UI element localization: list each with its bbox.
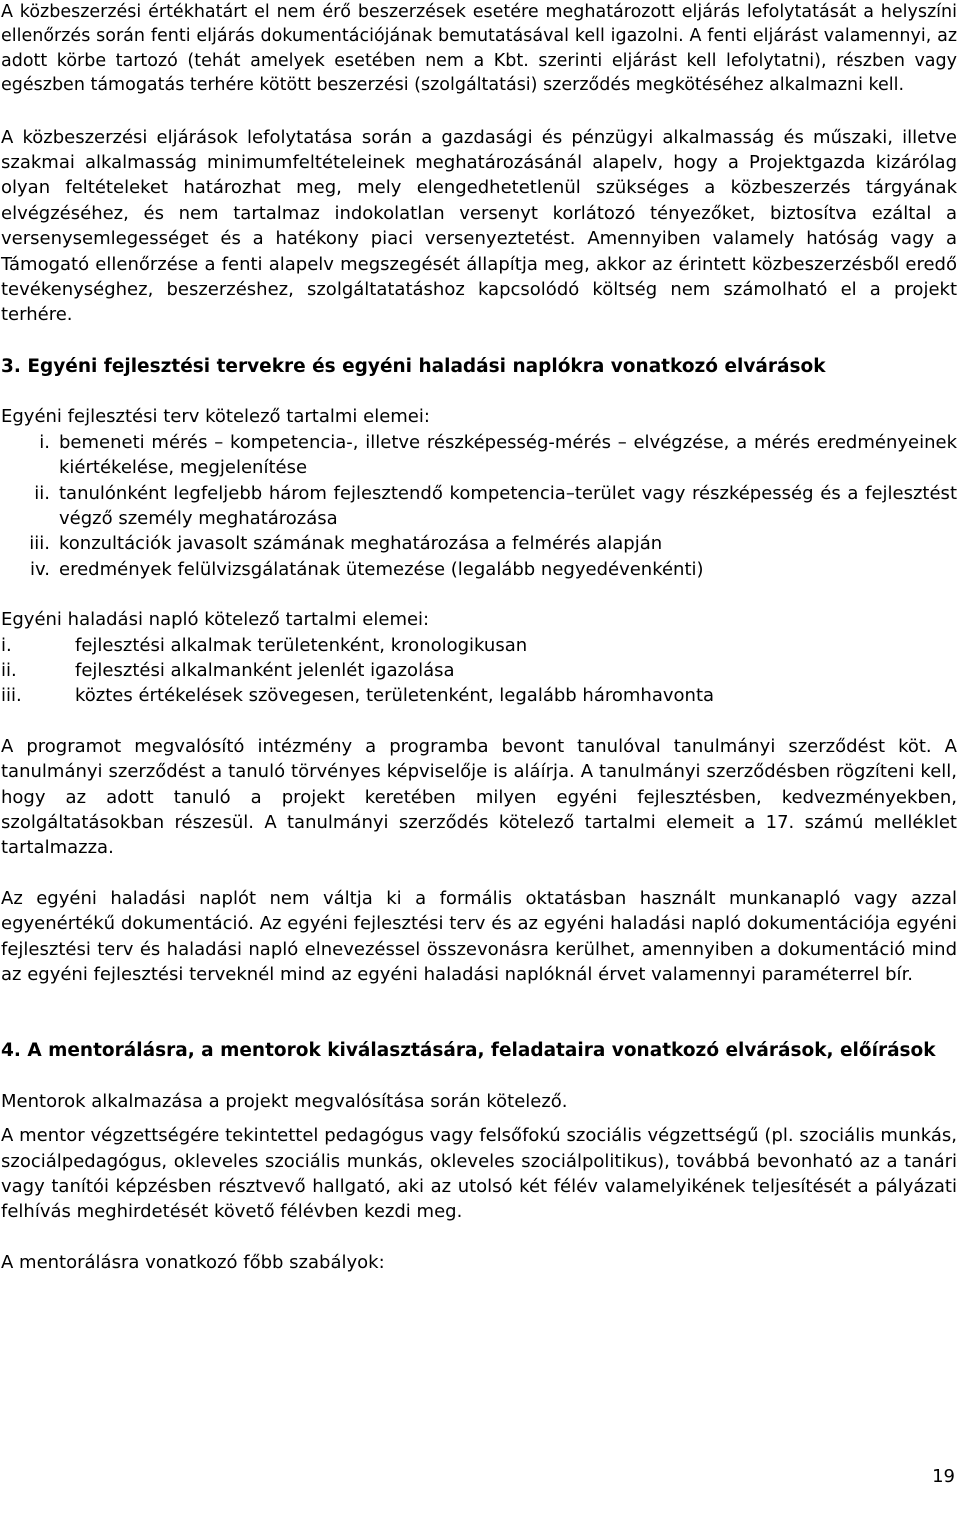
list-item-text: fejlesztési alkalmak területenként, kronologikusan — [75, 634, 528, 656]
list-item-number: i. — [1, 634, 12, 656]
paragraph-procurement-threshold: A közbeszerzési értékhatárt el nem érő beszerzések esetére meghatározott eljárás lefolytatását a helyszíni ellenőrzés során fenti eljárás dokumentációjának bemutatásával kell igazolni. A fenti eljárást valamennyi, az adott körbe tartozó (tehát amelyek esetében nem a Kbt. szerinti eljárást kell lefolytatni), részben vagy egészben támogatás terhére kötött beszerzési (szolgáltatási) szerződés megkötéséhez alkalmazni kell. — [1, 2, 957, 96]
list-item-text: konzultációk javasolt számának meghatározása a felmérés alapján — [59, 533, 663, 555]
paragraph-progress-diary: Az egyéni haladási naplót nem váltja ki a formális oktatásban használt munkanapló vagy azzal egyenértékű dokumentáció. Az egyéni fejlesztési terv és az egyéni haladási napló dokumentációja egyéni fejlesztési terv és haladási napló elnevezéssel összevonásra kerülhet, amennyiben a dokumentáció mind az egyéni fejlesztési terveknél mind az egyéni haladási naplóknál érvet valamennyi paraméterrel bír. — [1, 887, 957, 985]
page-number: 19 — [932, 1466, 955, 1487]
list-item — [1, 430, 957, 481]
paragraph-study-contract: A programot megvalósító intézmény a programba bevont tanulóval tanulmányi szerződést köt. A tanulmányi szerződést a tanuló törvényes képviselője is aláírja. A tanulmányi szerződésben rögzíteni kell, hogy az adott tanuló a projekt keretében milyen egyéni fejlesztésben, kedvezményekben, szolgáltatásokban részesül. A tanulmányi szerződés kötelező tartalmi elemeit a 17. számú melléklet tartalmazza. — [1, 735, 957, 859]
list-item-text: köztes értékelések szövegesen, területenként, legalább háromhavonta — [75, 685, 715, 707]
list-item-text: eredmények felülvizsgálatának ütemezése (legalább negyedévenkénti) — [59, 558, 704, 580]
development-plan-intro: Egyéni fejlesztési terv kötelező tartalmi elemei: — [1, 406, 430, 428]
section-heading-4: 4. A mentorálásra, a mentorok kiválasztására, feladataira vonatkozó elvárások, előírások — [1, 1040, 936, 1062]
list-item-text: tanulónként legfeljebb három fejlesztendő kompetencia–terület vagy részképesség és a fejlesztést végző személy meghatározása — [59, 482, 957, 529]
list-item-number: iv. — [30, 558, 50, 580]
list-item-text: bemeneti mérés – kompetencia-, illetve részképesség-mérés – elvégzése, a mérés eredményeinek kiértékelése, megjelenítése — [59, 431, 957, 479]
list-item — [1, 658, 957, 683]
development-plan-list — [1, 430, 957, 582]
progress-diary-intro: Egyéni haladási napló kötelező tartalmi elemei: — [1, 609, 430, 631]
list-item-number: iii. — [1, 685, 22, 707]
paragraph-procurement-principles: A közbeszerzési eljárások lefolytatása során a gazdasági és pénzügyi alkalmasság és műszaki, illetve szakmai alkalmasság minimumfeltételeinek meghatározásánál alapelv, hogy a Projektgazda kizárólag olyan feltételeket határozhat meg, mely elengedhetetlenül szükséges a közbeszerzés tárgyának elvégzéséhez, és nem tartalmaz indokolatlan versenyt korlátozó tényezőket, biztosítva ezáltal a versenysemlegességet és a hatékony piaci versenyeztetést. Amennyiben valamely hatóság vagy a Támogató ellenőrzése a fenti alapelv megszegését állapítja meg, akkor az érintett közbeszerzésből eredő tevékenységhez, beszerzéshez, szolgáltatatáshoz kapcsolódó költség nem számolható el a projekt terhére. — [1, 126, 957, 326]
list-item-number: iii. — [29, 533, 50, 555]
document-body — [1, 0, 957, 1275]
list-item — [1, 633, 957, 658]
paragraph-mentor-rules: A mentorálásra vonatkozó főbb szabályok: — [1, 1251, 385, 1273]
paragraph-mentor-required: Mentorok alkalmazása a projekt megvalósítása során kötelező. — [1, 1090, 568, 1112]
list-item — [1, 683, 957, 708]
list-item — [1, 557, 957, 582]
list-item-text: fejlesztési alkalmanként jelenlét igazolása — [75, 659, 455, 681]
list-item-number: ii. — [34, 482, 50, 504]
list-item — [1, 481, 957, 532]
list-item — [1, 531, 957, 556]
list-item-number: ii. — [1, 659, 17, 681]
list-item-number: i. — [39, 431, 50, 453]
paragraph-mentor-qualification: A mentor végzettségére tekintettel pedagógus vagy felsőfokú szociális végzettségű (pl. szociális munkás, szociálpedagógus, okleveles szociális munkás, okleveles szociálpolitikus), továbbá bevonható az a tanári vagy tanítói képzésben résztvevő hallgató, aki az utolsó két félév valamelyikének teljesítését a pályázati felhívás meghirdetését követő félévben kezdi meg. — [1, 1125, 957, 1223]
section-heading-3: 3. Egyéni fejlesztési tervekre és egyéni haladási naplókra vonatkozó elvárások — [1, 355, 826, 377]
progress-diary-list — [1, 633, 957, 709]
